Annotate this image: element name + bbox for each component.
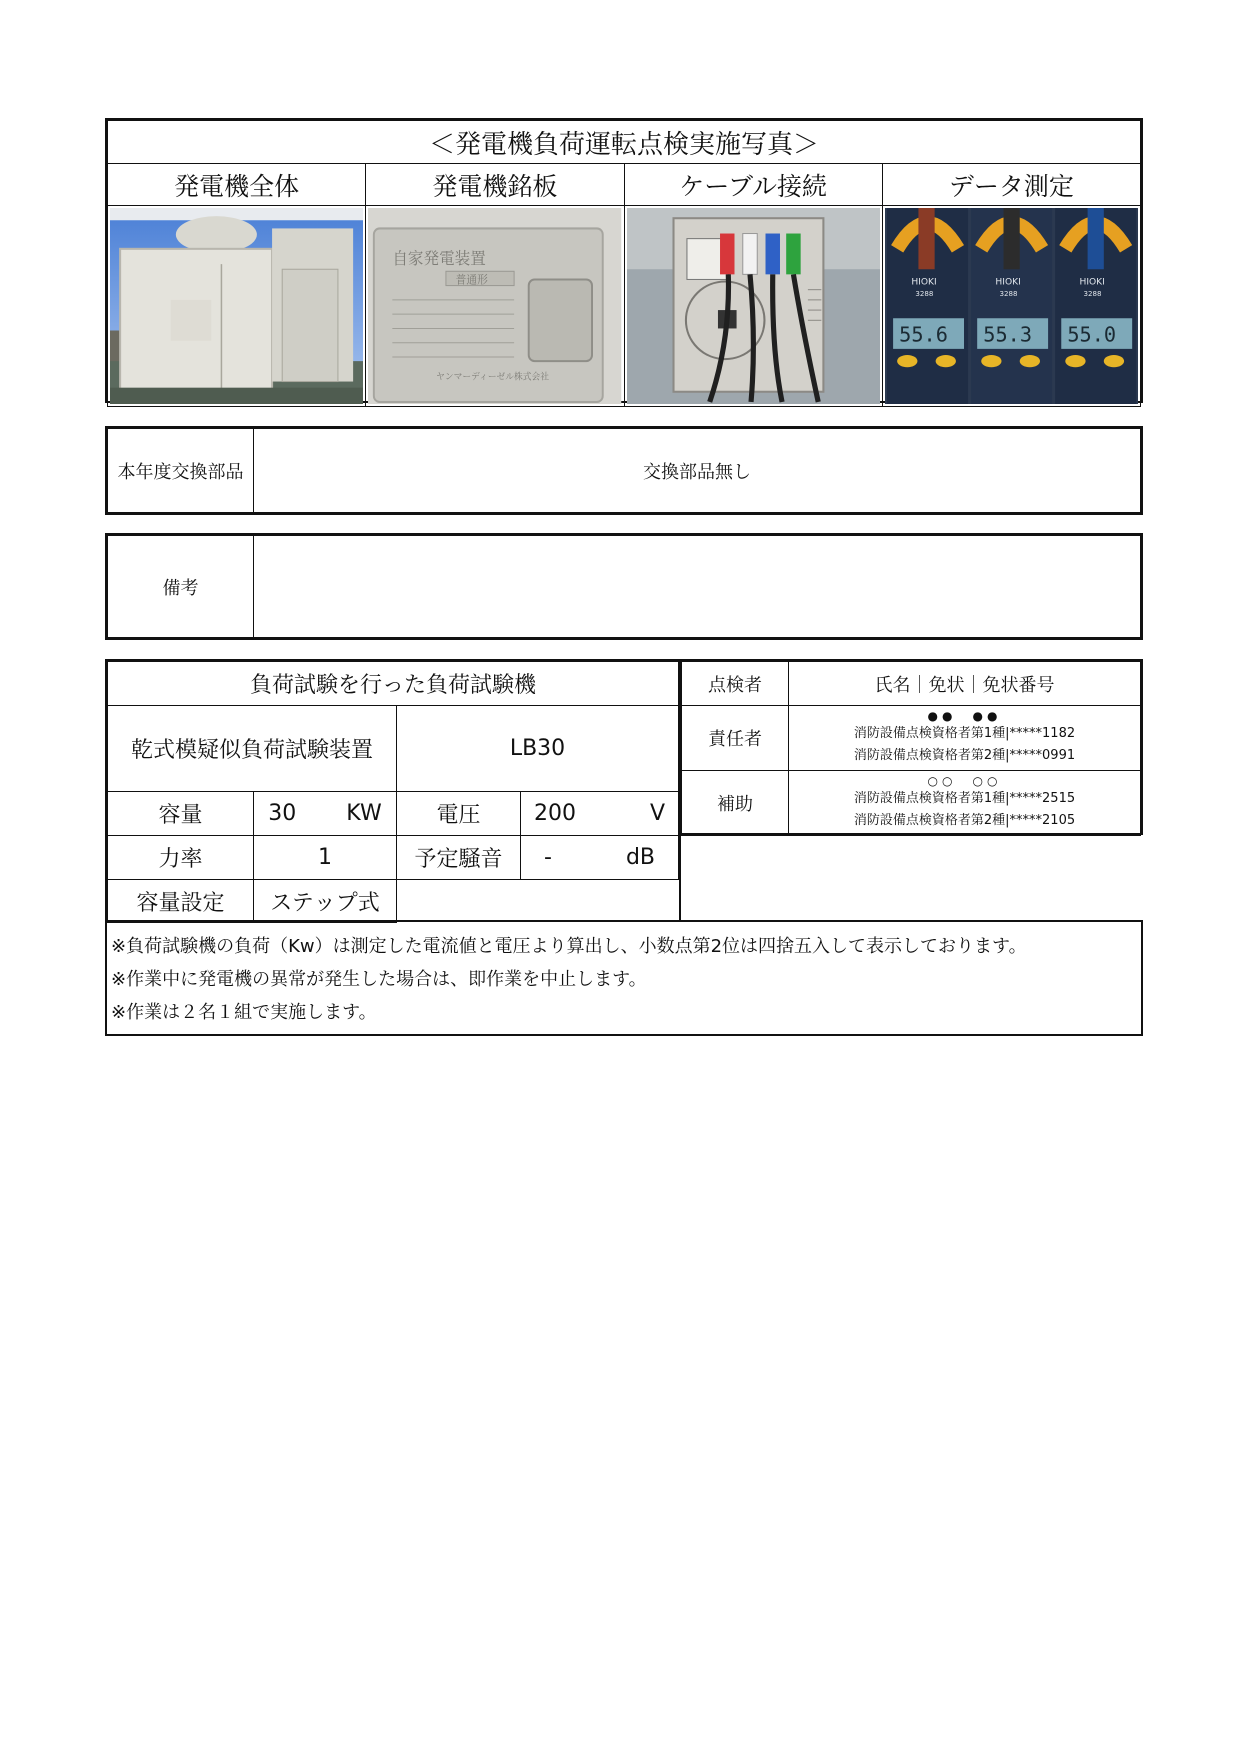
header-data-measurement: データ測定	[882, 164, 1140, 206]
meter-3-model: 3288	[1083, 288, 1102, 298]
power-factor-value: 1	[254, 836, 397, 880]
meter-1-brand: HIOKI	[911, 277, 937, 288]
header-generator-overall: 発電機全体	[108, 164, 366, 206]
notes-box	[105, 920, 1143, 1036]
inspector-role-assistant: 補助	[682, 771, 789, 836]
inspector-lead-license-2: 消防設備点検資格者第2種|*****0991	[853, 747, 1076, 763]
photo-data-measurement	[882, 206, 1140, 407]
device-model: LB30	[397, 706, 679, 792]
meter-2-brand: HIOKI	[995, 277, 1021, 288]
noise-cell	[521, 836, 679, 880]
capacity-unit: KW	[346, 801, 382, 826]
voltage-unit: V	[649, 801, 666, 826]
photo-generator-overall	[108, 206, 366, 407]
cable-photo-image	[627, 208, 880, 404]
photo-cable-connection	[624, 206, 882, 407]
noise-label: 予定騒音	[397, 836, 521, 880]
inspector-role-header: 点検者	[682, 662, 789, 706]
remarks-label: 備考	[108, 536, 254, 638]
voltage-cell	[521, 792, 679, 836]
nameplate-photo-image	[368, 208, 621, 404]
power-factor-label: 力率	[108, 836, 254, 880]
load-test-header: 負荷試験を行った負荷試験機	[108, 662, 679, 706]
clamp-meter-1	[887, 208, 968, 404]
inspector-lead-name: ●● ●●	[927, 708, 1002, 723]
generator-photo-image	[110, 208, 363, 404]
meters-photo-image	[885, 208, 1138, 404]
capacity-setting-value: ステップ式	[254, 880, 397, 923]
inspector-info-assistant	[789, 771, 1141, 836]
capacity-value: 30	[268, 801, 297, 826]
capacity-setting-label: 容量設定	[108, 880, 254, 923]
meter-3-brand: HIOKI	[1079, 277, 1105, 288]
inspector-lead-license-1: 消防設備点検資格者第1種|*****1182	[853, 725, 1076, 741]
nameplate-maker-text: ヤンマーディーゼル株式会社	[436, 372, 550, 383]
noise-value: -	[543, 845, 552, 870]
nameplate-type-text: 普通形	[455, 273, 489, 287]
inspector-info-lead	[789, 706, 1141, 771]
capacity-cell	[254, 792, 397, 836]
replacement-parts-value: 交換部品無し	[254, 429, 1141, 513]
empty-cell	[397, 880, 679, 923]
meter-3-reading: 55.0	[1067, 322, 1116, 347]
remarks-box	[105, 533, 1143, 640]
voltage-label: 電圧	[397, 792, 521, 836]
header-nameplate: 発電機銘板	[366, 164, 624, 206]
meter-1-model: 3288	[915, 288, 934, 298]
noise-unit: dB	[625, 845, 655, 870]
inspector-assistant-license-1: 消防設備点検資格者第1種|*****2515	[853, 790, 1076, 806]
remarks-value	[254, 536, 1141, 638]
note-2: ※作業中に発電機の異常が発生した場合は、即作業を中止します。	[111, 969, 647, 990]
device-name: 乾式模疑似負荷試験装置	[108, 706, 397, 792]
photo-section	[105, 118, 1143, 403]
inspectors-box	[679, 659, 1143, 835]
inspector-assistant-name: ○○ ○○	[927, 773, 1002, 788]
load-test-device-box	[105, 659, 681, 922]
replacement-parts-label: 本年度交換部品	[108, 429, 254, 513]
note-1: ※負荷試験機の負荷（Kw）は測定した電流値と電圧より算出し、小数点第2位は四捨五入して表示しております。	[111, 936, 1027, 957]
note-3: ※作業は２名１組で実施します。	[111, 1002, 377, 1023]
meter-2-model: 3288	[999, 288, 1018, 298]
nameplate-title-text: 自家発電装置	[392, 248, 487, 269]
capacity-label: 容量	[108, 792, 254, 836]
voltage-value: 200	[533, 801, 576, 826]
inspector-assistant-license-2: 消防設備点検資格者第2種|*****2105	[853, 812, 1076, 828]
clamp-meter-3	[1055, 208, 1136, 404]
replacement-parts-box	[105, 426, 1143, 515]
photo-section-title: ＜発電機負荷運転点検実施写真＞	[108, 121, 1141, 164]
meter-2-reading: 55.3	[983, 322, 1032, 347]
clamp-meter-2	[971, 208, 1052, 404]
inspector-info-header: 氏名｜免状｜免状番号	[789, 662, 1141, 706]
inspector-role-lead: 責任者	[682, 706, 789, 771]
photo-nameplate	[366, 206, 624, 407]
meter-1-reading: 55.6	[898, 322, 948, 347]
header-cable-connection: ケーブル接続	[624, 164, 882, 206]
